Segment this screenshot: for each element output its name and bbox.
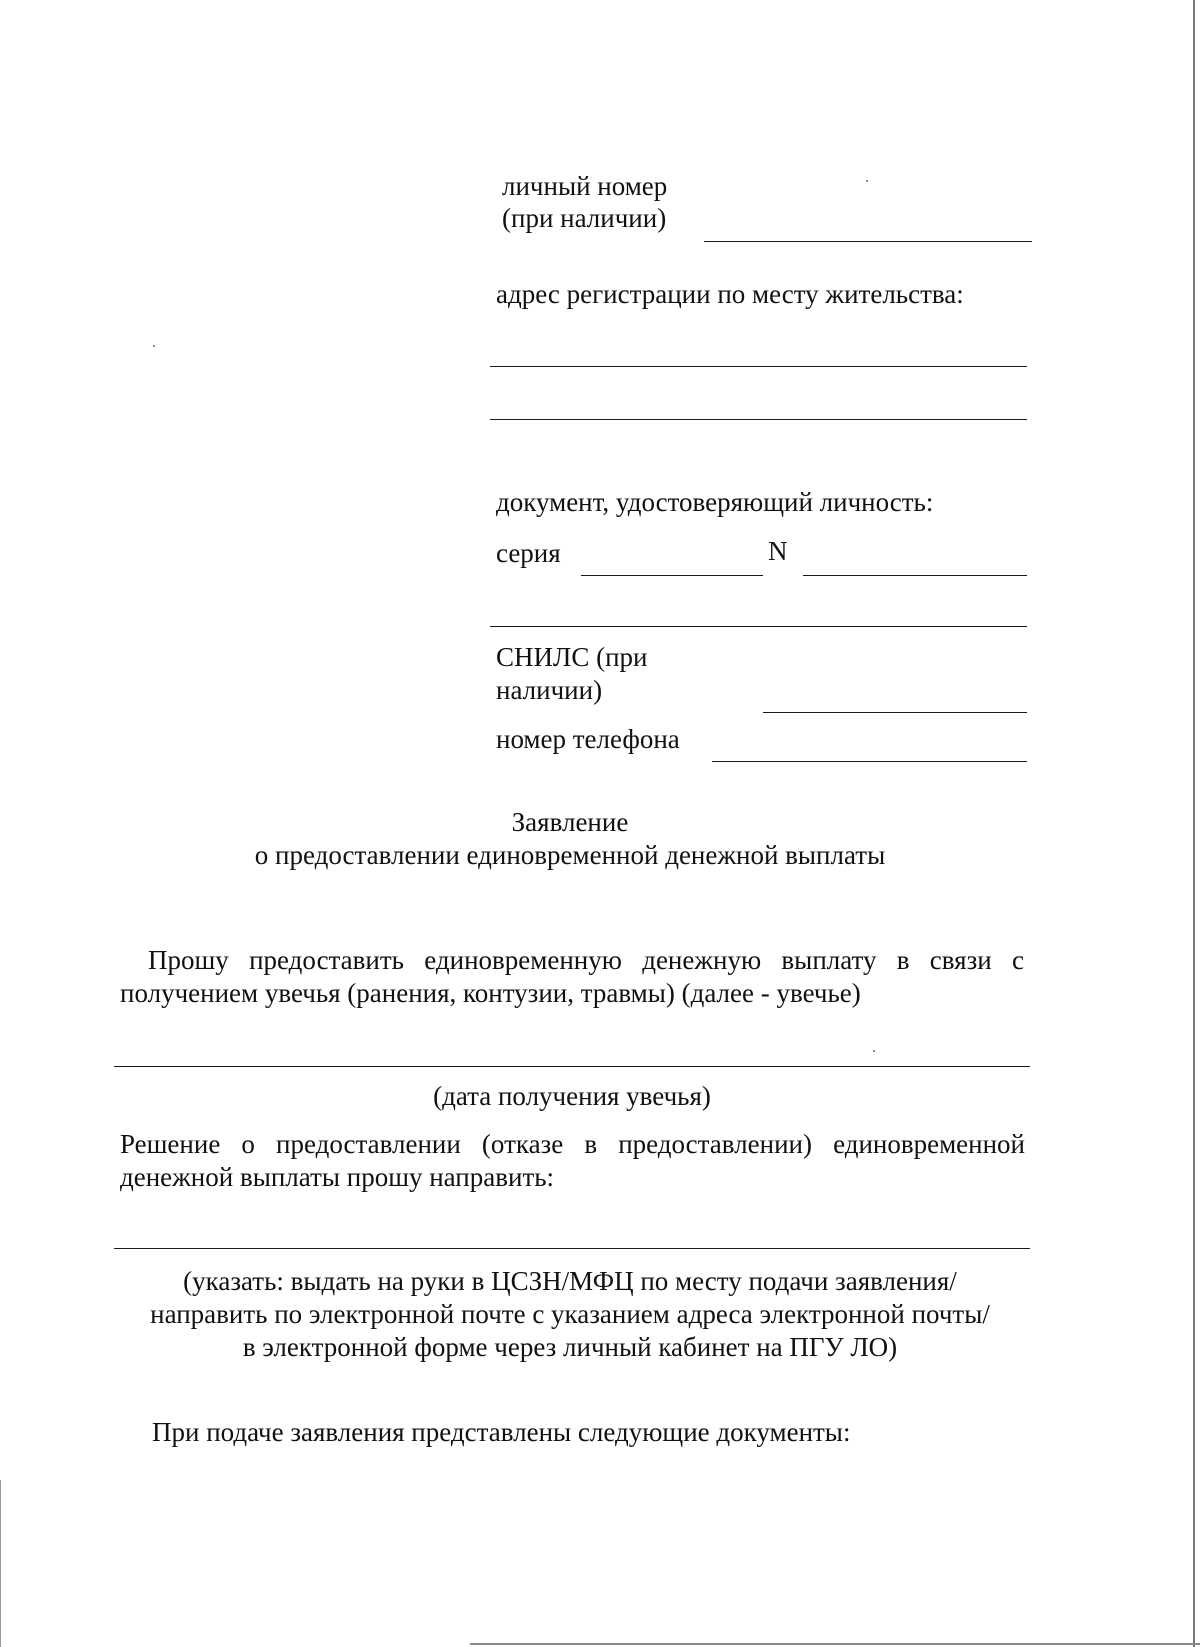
document-title: Заявление <box>511 807 629 837</box>
document-subtitle: о предоставлении единовременной денежной выплаты <box>254 840 886 870</box>
scan-speck <box>153 345 155 347</box>
decision-delivery-field[interactable] <box>114 1248 1030 1249</box>
delivery-caption-line-1: (указать: выдать на руки в ЦСЗН/МФЦ по месту подачи заявления/ <box>183 1266 957 1296</box>
scan-edge-left <box>0 1480 1 1647</box>
delivery-caption-line-3: в электронной форме через личный кабинет на ПГУ ЛО) <box>242 1332 898 1362</box>
injury-date-caption: (дата получения увечья) <box>433 1081 711 1111</box>
address-field-line-1[interactable] <box>490 366 1027 367</box>
document-number-field[interactable] <box>803 575 1027 576</box>
series-field[interactable] <box>581 575 763 576</box>
decision-text-line-2: денежной выплаты прошу направить: <box>120 1162 555 1192</box>
phone-label: номер телефона <box>496 724 680 754</box>
document-issued-field[interactable] <box>490 626 1027 627</box>
personal-number-label: личный номер <box>502 171 668 201</box>
injury-date-field[interactable] <box>114 1066 1030 1067</box>
series-label: серия <box>496 538 561 568</box>
phone-field[interactable] <box>712 761 1027 762</box>
personal-number-field[interactable] <box>704 241 1032 242</box>
request-text-line-2: получением увечья (ранения, контузии, травмы) (далее - увечье) <box>120 978 861 1008</box>
snils-label-note: наличии) <box>496 675 603 705</box>
documents-intro: При подаче заявления представлены следующие документы: <box>152 1417 851 1447</box>
address-field-line-2[interactable] <box>490 419 1027 420</box>
id-document-label: документ, удостоверяющий личность: <box>496 487 934 517</box>
decision-text-line-1: Решение о предоставлении (отказе в предоставлении) единовременной <box>120 1129 1025 1159</box>
request-text-line-1: Прошу предоставить единовременную денежную выплату в связи с <box>148 945 1024 975</box>
number-label: N <box>768 536 788 566</box>
personal-number-label-note: (при наличии) <box>502 203 667 233</box>
scan-edge-bottom <box>470 1643 1200 1645</box>
address-label: адрес регистрации по месту жительства: <box>496 279 964 309</box>
snils-label: СНИЛС (при <box>496 642 648 672</box>
scan-speck <box>873 1050 875 1052</box>
delivery-caption-line-2: направить по электронной почте с указанием адреса электронной почты/ <box>150 1299 990 1329</box>
scan-edge-right <box>1193 0 1195 1647</box>
snils-field[interactable] <box>763 712 1027 713</box>
scan-speck <box>866 180 868 182</box>
